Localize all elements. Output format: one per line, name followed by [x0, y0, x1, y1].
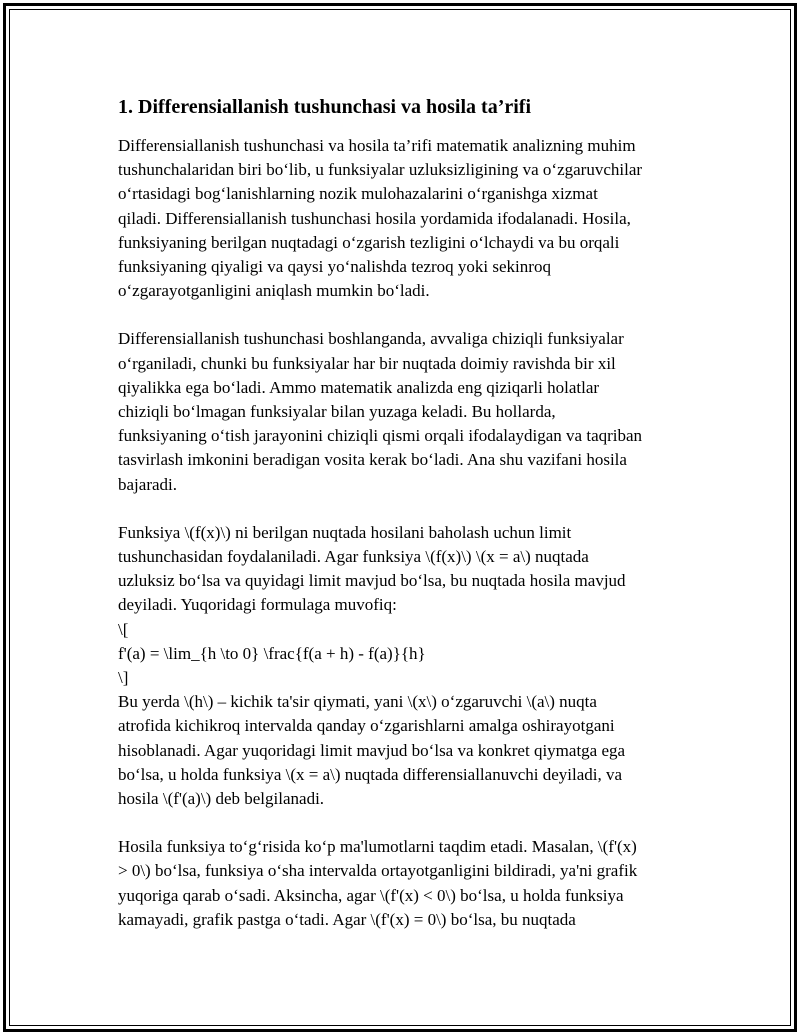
text-line: Differensiallanish tushunchasi va hosila ta’rifi matematik analizning muhim — [118, 136, 636, 155]
text-line: hisoblanadi. Agar yuqoridagi limit mavjud bo‘lsa va konkret qiymatga ega — [118, 740, 626, 760]
text-line: Funksiya \(f(x)\) ni berilgan nuqtada hosilani baholash uchun limit — [118, 522, 572, 542]
paragraph-2 — [118, 327, 698, 496]
section-title: 1. Differensiallanish tushunchasi va hosila ta’rifi — [118, 96, 532, 118]
text-line: Hosila funksiya to‘g‘risida ko‘p ma'lumotlarni taqdim etadi. Masalan, \(f'(x) — [118, 837, 637, 857]
text-line: qiyalikka ega bo‘ladi. Ammo matematik analizda eng qiziqarli holatlar — [118, 377, 600, 397]
text-line: qiladi. Differensiallanish tushunchasi hosila yordamida ifodalanadi. Hosila, — [118, 208, 631, 228]
text-line: deyiladi. Yuqoridagi formulaga muvofiq: — [118, 595, 397, 615]
paragraph-4 — [118, 835, 698, 932]
document-body — [118, 94, 698, 956]
formula-line: \] — [118, 668, 129, 688]
text-line: Differensiallanish tushunchasi boshlanganda, avvaliga chiziqli funksiyalar — [118, 329, 624, 349]
text-line: funksiyaning berilgan nuqtadagi o‘zgarish tezligini o‘lchaydi va bu orqali — [118, 232, 620, 252]
text-line: > 0\) bo‘lsa, funksiya o‘sha intervalda ortayotganligini bildiradi, ya'ni grafik — [118, 861, 638, 881]
text-line: yuqoriga qarab o‘sadi. Aksincha, agar \(f'(x) < 0\) bo‘lsa, u holda funksiya — [118, 885, 624, 905]
formula-line: \[ — [118, 619, 129, 639]
text-line: hosila \(f'(a)\) deb belgilanadi. — [118, 789, 325, 809]
text-line: chiziqli bo‘lmagan funksiyalar bilan yuzaga keladi. Bu hollarda, — [118, 402, 556, 422]
text-line: bajaradi. — [118, 474, 177, 494]
text-line: Bu yerda \(h\) – kichik ta'sir qiymati, yani \(x\) o‘zgaruvchi \(a\) nuqta — [118, 692, 597, 712]
paragraph-3 — [118, 521, 698, 811]
text-line: tasvirlash imkonini beradigan vosita kerak bo‘ladi. Ana shu vazifani hosila — [118, 450, 627, 470]
text-line: o‘rtasidagi bog‘lanishlarning nozik mulohazalarini o‘rganishga xizmat — [118, 184, 598, 204]
paragraph-1 — [118, 134, 698, 303]
text-line: funksiyaning qiyaligi va qaysi yo‘nalishda tezroq yoki sekinroq — [118, 257, 551, 277]
text-line: bo‘lsa, u holda funksiya \(x = a\) nuqtada differensiallanuvchi deyiladi, va — [118, 764, 623, 784]
text-line: uzluksiz bo‘lsa va quyidagi limit mavjud bo‘lsa, bu nuqtada hosila mavjud — [118, 571, 626, 591]
text-line: kamayadi, grafik pastga o‘tadi. Agar \(f'(x) = 0\) bo‘lsa, bu nuqtada — [118, 909, 576, 929]
text-line: o‘rganiladi, chunki bu funksiyalar har bir nuqtada doimiy ravishda bir xil — [118, 353, 616, 373]
text-line: tushunchalaridan biri bo‘lib, u funksiyalar uzluksizligining va o‘zgaruvchilar — [118, 160, 643, 180]
text-line: o‘zgarayotganligini aniqlash mumkin bo‘ladi. — [118, 281, 430, 301]
text-line: tushunchasidan foydalaniladi. Agar funksiya \(f(x)\) \(x = a\) nuqtada — [118, 547, 589, 567]
formula-line: f'(a) = \lim_{h \to 0} \frac{f(a + h) - f(a)}{h} — [118, 643, 426, 663]
text-line: funksiyaning o‘tish jarayonini chiziqli qismi orqali ifodalaydigan va taqriban — [118, 426, 643, 446]
text-line: atrofida kichikroq intervalda qanday o‘zgarishlarni amalga oshirayotgani — [118, 716, 615, 736]
